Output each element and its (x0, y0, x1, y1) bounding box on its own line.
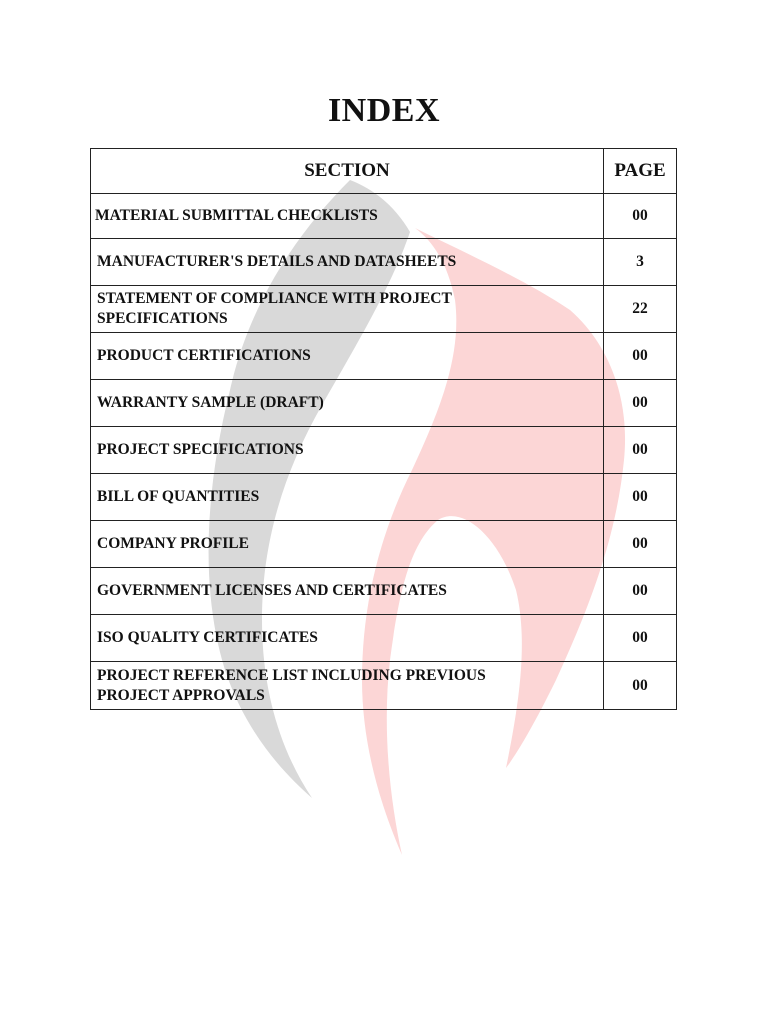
index-table (90, 148, 677, 710)
page-cell: 22 (604, 286, 677, 333)
table-row (91, 521, 677, 568)
section-cell: PROJECT REFERENCE LIST INCLUDING PREVIOUS PROJECT APPROVALS (91, 662, 604, 710)
table-row (91, 427, 677, 474)
table-row (91, 662, 677, 710)
table-row (91, 286, 677, 333)
section-cell: ISO QUALITY CERTIFICATES (91, 615, 604, 662)
page-cell: 00 (604, 662, 677, 710)
section-cell: STATEMENT OF COMPLIANCE WITH PROJECT SPECIFICATIONS (91, 286, 604, 333)
section-cell: PROJECT SPECIFICATIONS (91, 427, 604, 474)
section-cell: COMPANY PROFILE (91, 521, 604, 568)
table-row (91, 194, 677, 239)
table-row (91, 615, 677, 662)
page-cell: 00 (604, 521, 677, 568)
page-cell: 00 (604, 380, 677, 427)
section-cell: BILL OF QUANTITIES (91, 474, 604, 521)
section-cell: WARRANTY SAMPLE (DRAFT) (91, 380, 604, 427)
section-cell: GOVERNMENT LICENSES AND CERTIFICATES (91, 568, 604, 615)
page-cell: 00 (604, 427, 677, 474)
table-row (91, 568, 677, 615)
page-cell: 00 (604, 474, 677, 521)
section-cell: MATERIAL SUBMITTAL CHECKLISTS (91, 194, 604, 239)
section-cell: PRODUCT CERTIFICATIONS (91, 333, 604, 380)
table-row (91, 380, 677, 427)
table-header-row (91, 149, 677, 194)
page-cell: 00 (604, 194, 677, 239)
page-column-header: PAGE (604, 149, 677, 194)
table-row (91, 474, 677, 521)
page-cell: 00 (604, 615, 677, 662)
section-column-header: SECTION (91, 149, 604, 194)
section-cell: MANUFACTURER'S DETAILS AND DATASHEETS (91, 239, 604, 286)
table-row (91, 333, 677, 380)
table-row (91, 239, 677, 286)
page-cell: 00 (604, 333, 677, 380)
page-cell: 3 (604, 239, 677, 286)
page-title: INDEX (327, 92, 441, 129)
page-cell: 00 (604, 568, 677, 615)
